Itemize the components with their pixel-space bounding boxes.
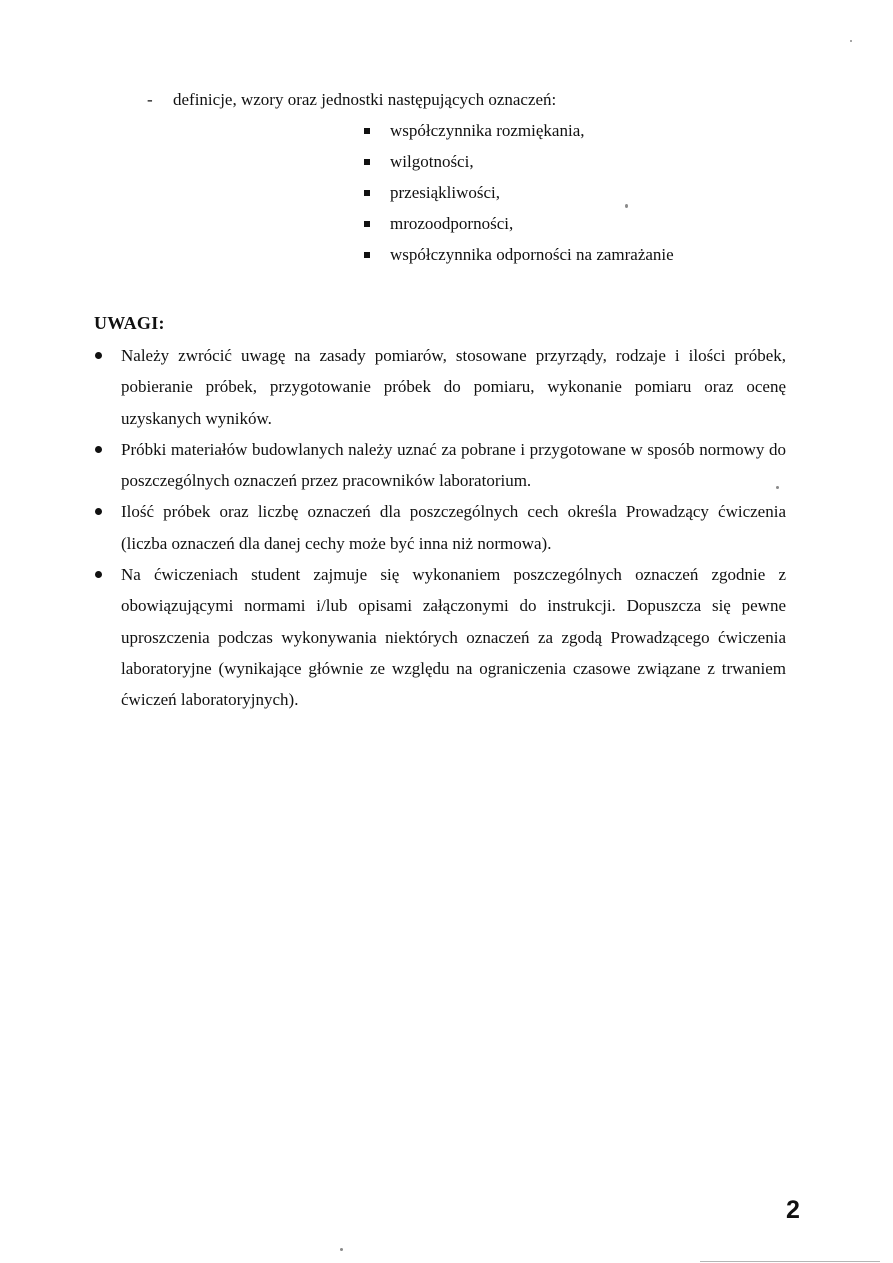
- definition-item: mrozoodporności,: [362, 212, 674, 243]
- square-bullet-icon: [364, 190, 370, 196]
- square-bullet-icon: [364, 221, 370, 227]
- note-item: Na ćwiczeniach student zajmuje się wykonaniem poszczególnych oznaczeń zgodnie z obowiązującymi normami i/lub opisami załączonymi do instrukcji. Dopuszcza się pewne uproszczenia podczas wykonywania niektórych oznaczeń za zgodą Prowadzącego ćwiczenia laboratoryjne (wynikające głównie ze względu na ograniczenia czasowe związane z trwaniem ćwiczeń laboratoryjnych).: [94, 559, 786, 715]
- intro-dash: -: [147, 90, 153, 109]
- square-bullet-icon: [364, 252, 370, 258]
- intro-text: definicje, wzory oraz jednostki następujących oznaczeń:: [173, 90, 557, 109]
- round-bullet-icon: [95, 352, 102, 359]
- square-bullet-icon: [364, 159, 370, 165]
- round-bullet-icon: [95, 571, 102, 578]
- intro-line: [147, 88, 556, 112]
- definition-item: współczynnika odporności na zamrażanie: [362, 243, 674, 274]
- scan-edge-line: [700, 1261, 880, 1262]
- page-number: 2: [786, 1196, 800, 1224]
- square-bullet-icon: [364, 128, 370, 134]
- note-item: Próbki materiałów budowlanych należy uznać za pobrane i przygotowane w sposób normowy do poszczególnych oznaczeń przez pracowników laboratorium.: [94, 434, 786, 497]
- notes-list: [94, 340, 786, 716]
- scan-speck: [625, 204, 628, 208]
- definition-item: przesiąkliwości,: [362, 181, 674, 212]
- round-bullet-icon: [95, 446, 102, 453]
- definition-item: współczynnika rozmiękania,: [362, 119, 674, 150]
- definition-item: wilgotności,: [362, 150, 674, 181]
- scan-speck: [340, 1248, 343, 1251]
- scan-speck: [776, 486, 779, 489]
- note-item: Należy zwrócić uwagę na zasady pomiarów, stosowane przyrządy, rodzaje i ilości próbek, pobieranie próbek, przygotowanie próbek do pomiaru, wykonanie pomiaru oraz ocenę uzyskanych wyników.: [94, 340, 786, 434]
- scan-speck: [850, 40, 852, 42]
- note-item: Ilość próbek oraz liczbę oznaczeń dla poszczególnych cech określa Prowadzący ćwiczenia (liczba oznaczeń dla danej cechy może być inna niż normowa).: [94, 496, 786, 559]
- round-bullet-icon: [95, 508, 102, 515]
- definitions-list: [362, 119, 674, 274]
- notes-heading: UWAGI:: [94, 313, 165, 333]
